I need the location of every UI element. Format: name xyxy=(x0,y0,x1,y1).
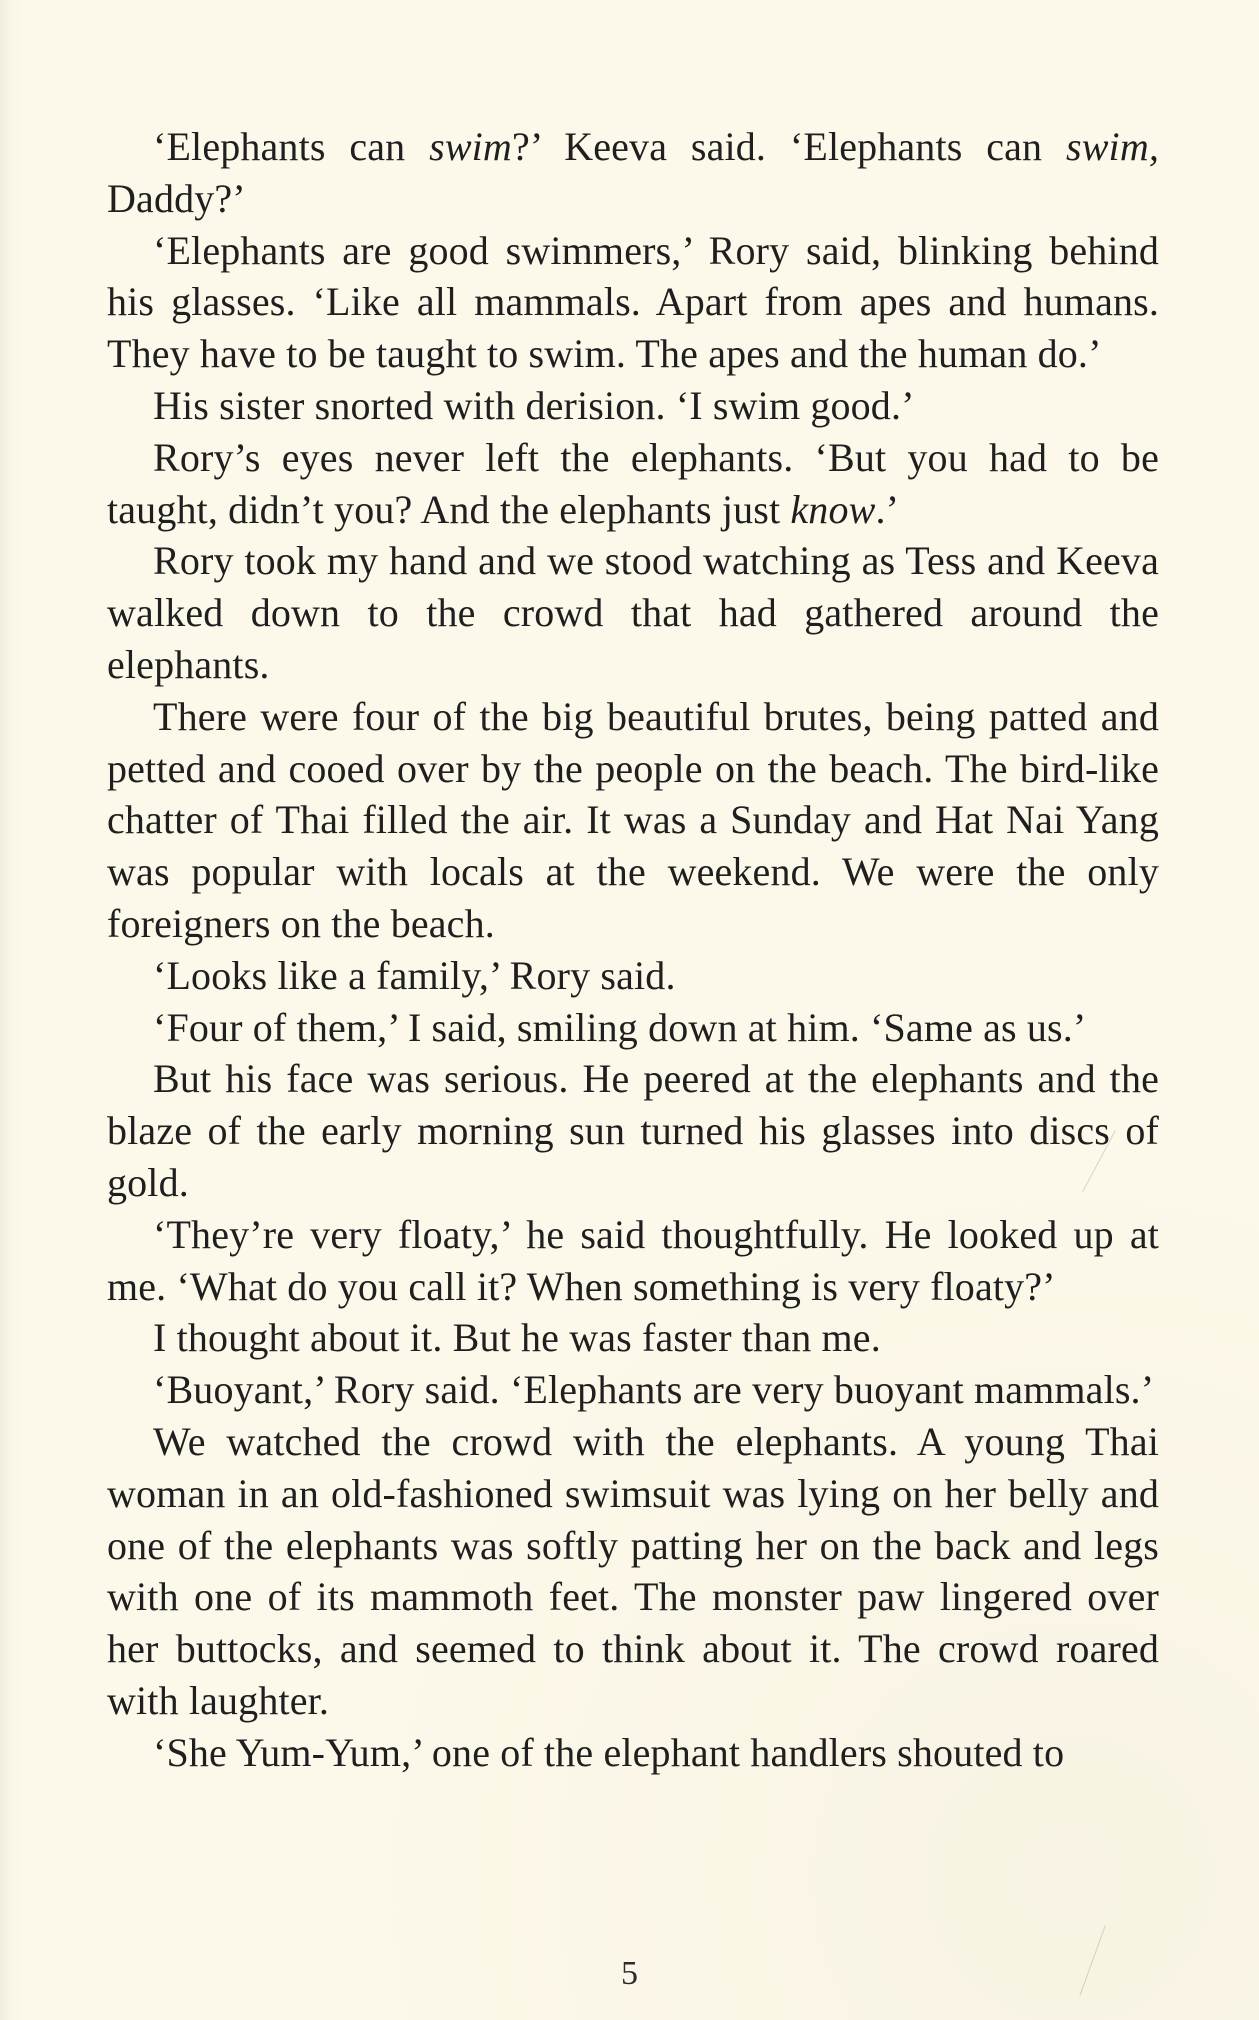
paragraph xyxy=(107,1209,1159,1313)
italic-text: swim, xyxy=(1066,124,1160,169)
text-run: ‘They’re very floaty,’ he said thoughtfully. He looked up at me. ‘What do you call it? When something is very floaty?’ xyxy=(107,1211,1159,1309)
text-run: ‘Four of them,’ I said, smiling down at him. ‘Same as us.’ xyxy=(153,1004,1087,1050)
text-run: .’ xyxy=(875,486,900,532)
text-run: There were four of the big beautiful brutes, being patted and petted and cooed over by the people on the beach. The bird-like chatter of Thai filled the air. It was a Sunday and Hat Nai Yang was popular with locals at the weekend. We were the only foreigners on the beach. xyxy=(107,693,1159,946)
paragraph xyxy=(107,1727,1159,1779)
text-run: ‘Elephants can xyxy=(153,124,430,169)
paragraph xyxy=(107,1002,1159,1054)
italic-text: know xyxy=(790,486,876,532)
paragraph xyxy=(107,1416,1159,1727)
paragraph xyxy=(107,1312,1159,1364)
text-run: ?’ Keeva said. ‘Elephants can xyxy=(511,124,1067,169)
text-run: Daddy?’ xyxy=(107,175,246,221)
text-run: Rory’s eyes never left the elephants. ‘But you had to be taught, didn’t you? And the elephants just xyxy=(107,434,1159,532)
text-run: Rory took my hand and we stood watching as Tess and Keeva walked down to the crowd that had gathered around the elephants. xyxy=(107,538,1159,687)
paragraph xyxy=(107,1053,1159,1208)
text-run: His sister snorted with derision. ‘I swim good.’ xyxy=(153,382,915,428)
text-run: ‘Elephants are good swimmers,’ Rory said, blinking behind his glasses. ‘Like all mammals. Apart from apes and humans. They have to be taught to swim. The apes and the human do.’ xyxy=(107,227,1159,377)
paragraph xyxy=(107,1364,1159,1416)
italic-text: swim xyxy=(429,124,512,169)
text-run: We watched the crowd with the elephants. A young Thai woman in an old-fashioned swimsuit was lying on her belly and one of the elephants was softly patting her on the back and legs with one of its mammoth feet. The monster paw lingered over her buttocks, and seemed to think about it. The crowd roared with laughter. xyxy=(107,1418,1159,1723)
text-run: But his face was serious. He peered at the elephants and the blaze of the early morning sun turned his glasses into discs of gold. xyxy=(107,1056,1159,1205)
paragraph xyxy=(107,535,1159,690)
paragraph xyxy=(107,691,1159,950)
page-number: 5 xyxy=(621,1955,638,1992)
paragraph xyxy=(107,380,1159,432)
text-run: ‘She Yum-Yum,’ one of the elephant handlers shouted to xyxy=(153,1729,1065,1775)
text-run: I thought about it. But he was faster than me. xyxy=(153,1315,881,1361)
page-body xyxy=(107,121,1159,1779)
paragraph xyxy=(107,225,1159,380)
text-run: ‘Buoyant,’ Rory said. ‘Elephants are very buoyant mammals.’ xyxy=(153,1367,1155,1413)
paragraph xyxy=(107,950,1159,1002)
text-run: ‘Looks like a family,’ Rory said. xyxy=(153,952,676,998)
paragraph xyxy=(107,121,1159,225)
paragraph xyxy=(107,432,1159,536)
